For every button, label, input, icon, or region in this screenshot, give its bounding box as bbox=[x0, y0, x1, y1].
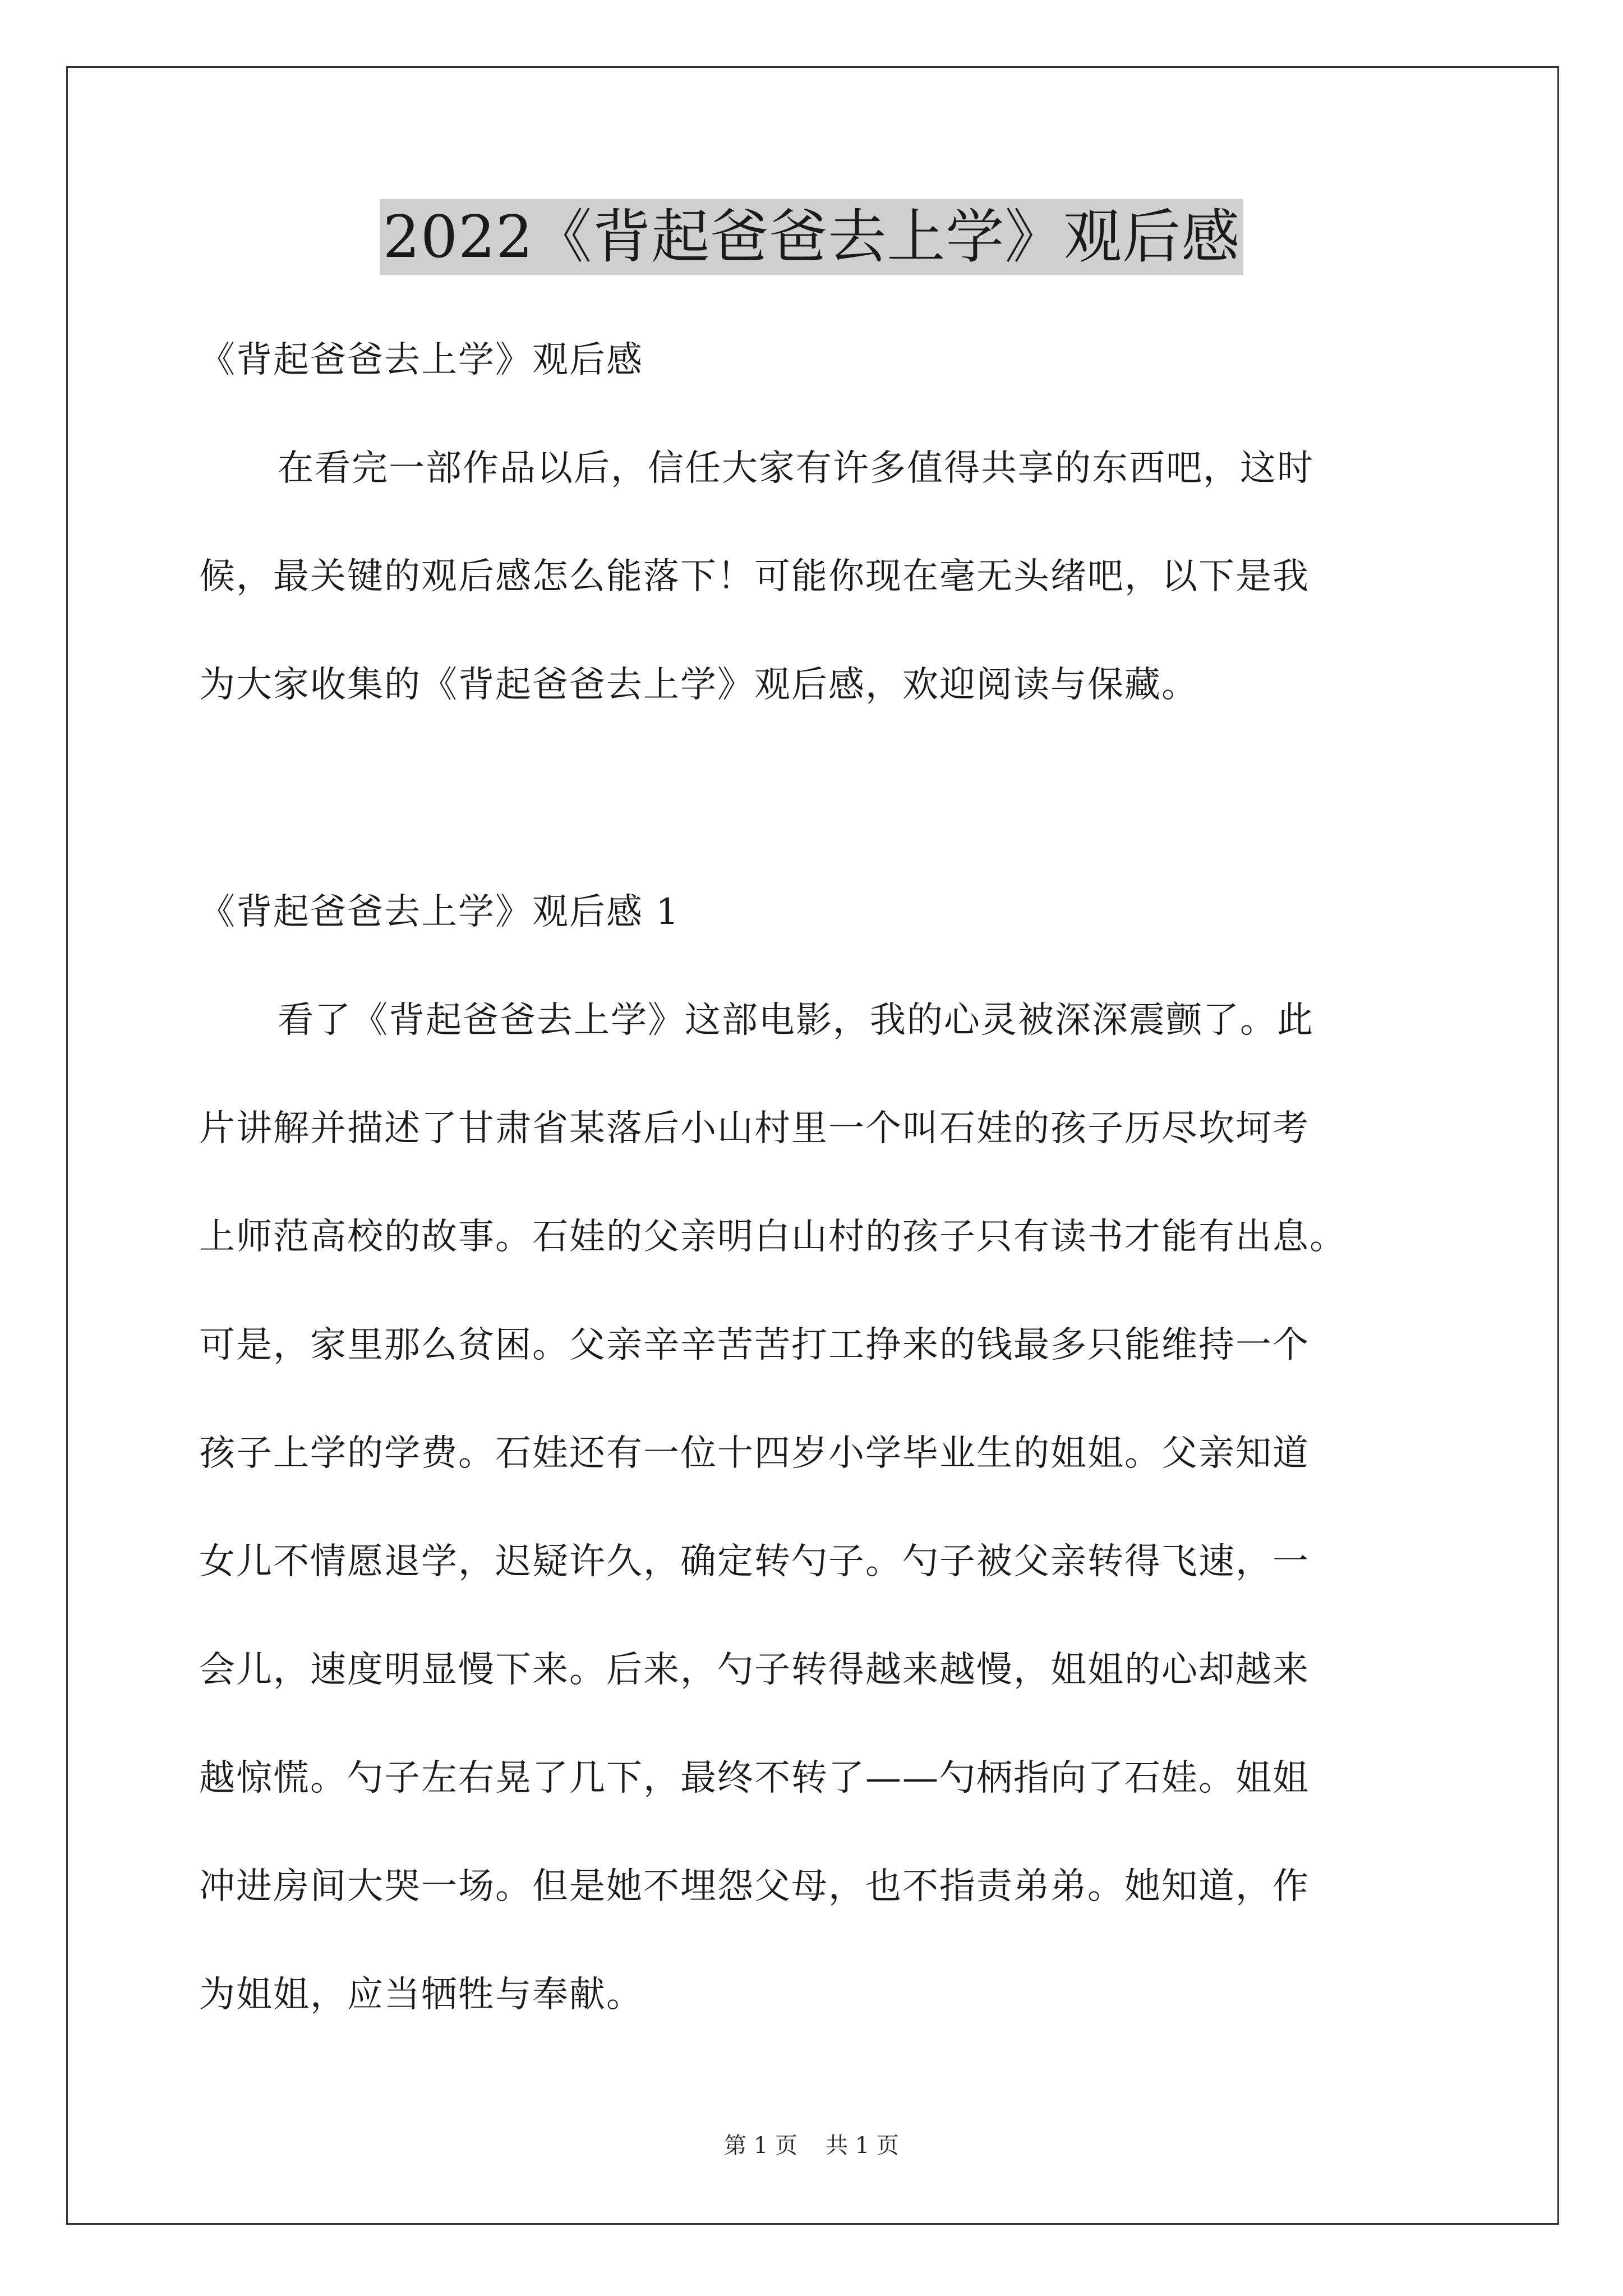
document-title: 2022《背起爸爸去上学》观后感 bbox=[380, 199, 1244, 275]
section-1-line: 冲进房间大哭一场。但是她不埋怨父母，也不指责弟弟。她知道，作 bbox=[199, 1866, 1310, 1907]
section-1-heading: 《背起爸爸去上学》观后感 1 bbox=[199, 891, 680, 933]
title-container bbox=[0, 199, 1623, 275]
intro-heading: 《背起爸爸去上学》观后感 bbox=[199, 339, 643, 381]
section-1-line: 越惊慌。勺子左右晃了几下，最终不转了——勺柄指向了石娃。姐姐 bbox=[199, 1757, 1310, 1799]
page-number: 第 1 页 bbox=[724, 2133, 797, 2159]
intro-section bbox=[199, 306, 1472, 739]
page-footer bbox=[0, 2129, 1623, 2162]
section-1-line: 会儿，速度明显慢下来。后来，勺子转得越来越慢，姐姐的心却越来 bbox=[199, 1649, 1310, 1691]
page-count: 共 1 页 bbox=[826, 2133, 899, 2159]
section-1-line: 女儿不情愿退学，迟疑许久，确定转勺子。勺子被父亲转得飞速，一 bbox=[199, 1541, 1310, 1582]
section-1 bbox=[199, 858, 1472, 2049]
section-1-line: 可是，家里那么贫困。父亲辛辛苦苦打工挣来的钱最多只能维持一个 bbox=[199, 1324, 1310, 1366]
intro-line: 候，最关键的观后感怎么能落下！可能你现在毫无头绪吧，以下是我 bbox=[199, 556, 1310, 597]
intro-line: 为大家收集的《背起爸爸去上学》观后感，欢迎阅读与保藏。 bbox=[199, 664, 1198, 706]
section-1-line: 看了《背起爸爸去上学》这部电影，我的心灵被深深震颤了。此 bbox=[278, 1000, 1314, 1041]
section-1-line: 为姐姐，应当牺牲与奉献。 bbox=[199, 1974, 643, 2016]
section-1-line: 上师范高校的故事。石娃的父亲明白山村的孩子只有读书才能有出息。 bbox=[199, 1216, 1347, 1258]
section-1-line: 孩子上学的学费。石娃还有一位十四岁小学毕业生的姐姐。父亲知道 bbox=[199, 1433, 1310, 1474]
intro-line: 在看完一部作品以后，信任大家有许多值得共享的东西吧，这时 bbox=[278, 448, 1314, 489]
section-1-line: 片讲解并描述了甘肃省某落后小山村里一个叫石娃的孩子历尽坎坷考 bbox=[199, 1108, 1310, 1149]
